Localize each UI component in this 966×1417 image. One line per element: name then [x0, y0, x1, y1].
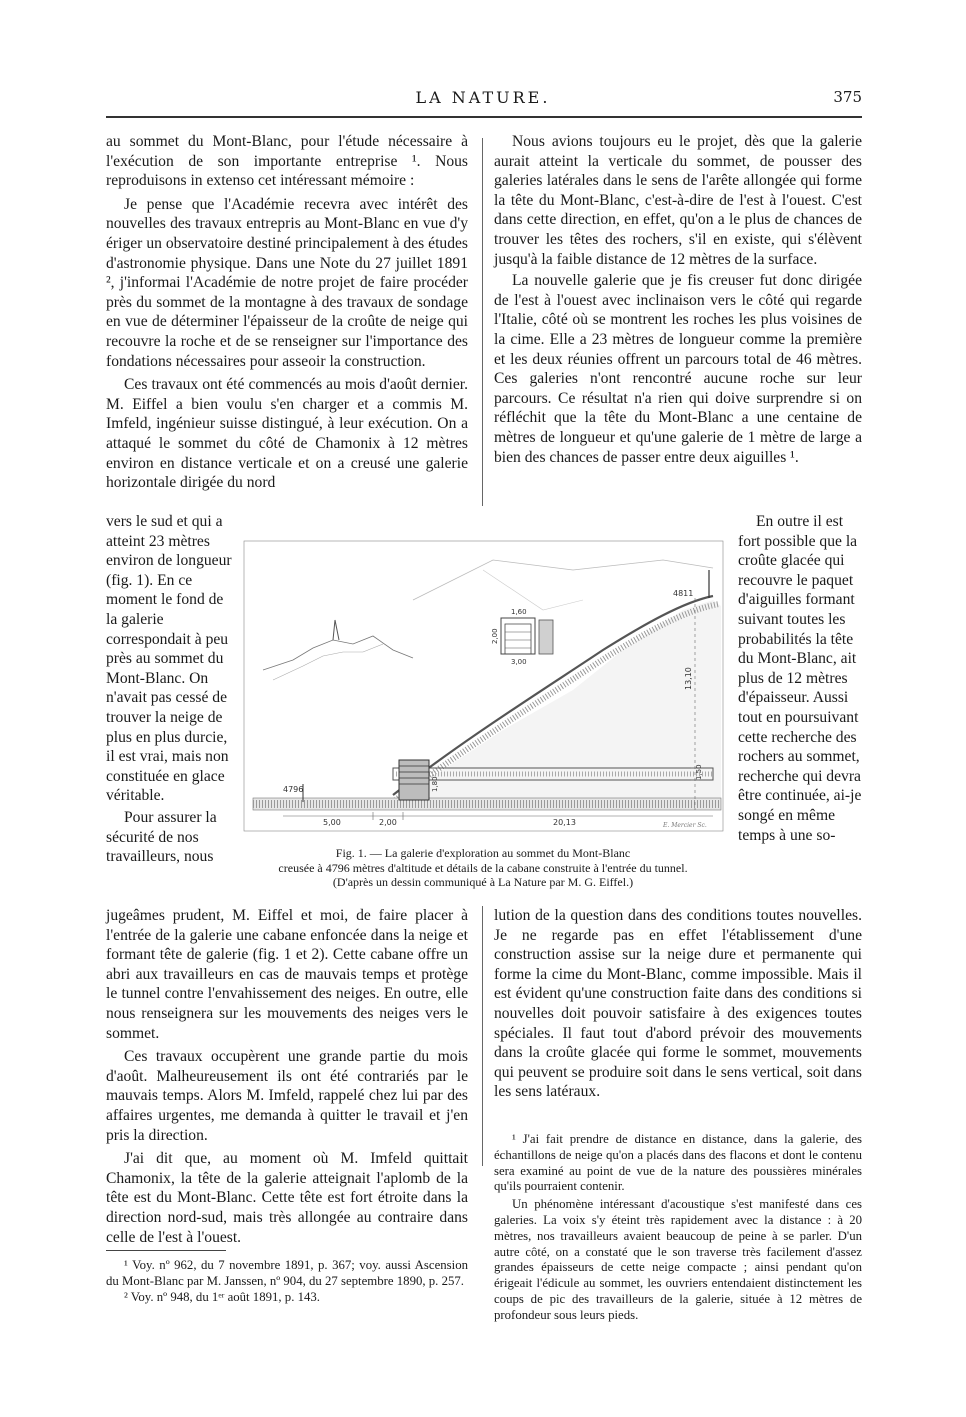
caption-line: (D'après un dessin communiqué à La Nature par M. G. Eiffel.) — [332, 875, 634, 889]
right-column-top — [494, 132, 862, 467]
paragraph: En outre il est fort possible que la croûte glacée qui recouvre le paquet d'aiguilles formant suivant toutes les probabilités la tête du Mont-Blanc, ait plus de 12 mètres d'épaisseur. Aussi tout en poursuivant cette recherche des rochers au sommet, recherche qui devra être continuée, ai-je songé en même temps à une so- — [738, 513, 862, 844]
galerie-cross-section — [243, 540, 725, 836]
engraver-signature: E. Mercier Sc. — [663, 822, 707, 829]
right-wrap-text — [738, 512, 862, 845]
label-dim-2013: 20,13 — [553, 818, 576, 827]
label-vert-150: 1,50 — [695, 764, 703, 780]
column-divider-top — [482, 138, 483, 506]
right-column-bottom — [494, 906, 862, 1102]
figure-galerie — [243, 540, 725, 836]
header-rule — [106, 116, 862, 118]
left-column-top — [106, 132, 468, 493]
paragraph: jugeâmes prudent, M. Eiffel et moi, de faire placer à l'entrée de la galerie une cabane enfoncée dans la neige et formant tête de galerie (fig. 1 et 2). Cette cabane offre un abri aux travailleurs en cas de mauvais temps et protège le tunnel contre l'envahissement des neiges. En outre, elle nous renseignera sur les mouvements des neiges vers le sommet. — [106, 907, 468, 1042]
footnote: ¹ Voy. nº 962, du 7 novembre 1891, p. 367; voy. aussi Ascension du Mont-Blanc par M. Janssen, nº 904, du 27 septembre 1890, p. 257. — [106, 1258, 468, 1288]
label-cabin-300: 3,00 — [511, 658, 527, 666]
running-head: LA NATURE. — [415, 88, 551, 107]
page-number: 375 — [833, 88, 862, 106]
left-column-bottom — [106, 906, 468, 1247]
footnote: Un phénomène intéressant d'acoustique s'est manifesté dans ces galeries. La voix s'y éteint très rapidement avec la distance : à 20 mètres, nos travailleurs avaient beaucoup de peine à se parler. D'un autre côté, on a constaté que le son traverse très facilement d'assez grandes épaisseurs de cette neige compacte ; ainsi pendant qu'on érigeait l'édicule au sommet, les ouvriers entendaient distinctement les coups de pic des travailleurs de la galerie, située à 12 mètres de profondeur sous leurs pieds. — [494, 1197, 862, 1322]
paragraph: Pour assurer la sécurité de nos travailleurs, nous — [106, 808, 217, 866]
column-divider-bottom — [482, 906, 483, 1166]
caption-line: creusée à 4796 mètres d'altitude et détails de la cabane construite à l'entrée du tunnel. — [278, 860, 688, 875]
label-dim-500: 5,00 — [323, 818, 341, 827]
paragraph: Je pense que l'Académie recevra avec intérêt des nouvelles des travaux entrepris au Mont-Blanc en vue d'y ériger un observatoire destiné principalement à des études d'astronomie physique. Dans une Note du 27 juillet 1891 ², j'informai l'Académie de notre projet de faire procéder près du sommet de la montagne à des travaux de sondage en vue de déterminer l'épaisseur de la croûte de neige qui recouvre la roche et de se renseigner sur l'importance des fondations nécessaires pour asseoir la construction. — [106, 195, 468, 370]
paragraph: Ces travaux ont été commencés au mois d'août dernier. M. Eiffel a bien voulu s'en charger et a commis M. Imfeld, ingénieur suisse distingué, à leur exécution. On a attaqué le sommet du côté de Chamonix à 12 mètres environ en distance verticale et on a creusé une galerie horizontale dirigée du nord — [106, 376, 468, 492]
label-entry-alt: 4796 — [283, 785, 304, 794]
paragraph: Ces travaux occupèrent une grande partie du mois d'août. Malheureusement ils ont été contrariés par le mauvais temps. Alors M. Imfeld, rappelé chez lui par des affaires urgentes, me demanda à quitter le travail et j'en pris la direction. — [106, 1048, 468, 1144]
label-summit-alt: 4811 — [673, 589, 694, 598]
intro-paragraph: au sommet du Mont-Blanc, pour l'étude nécessaire à l'exécution de son importante entreprise ¹. Nous reproduisons in extenso cet intéressant mémoire : — [106, 133, 468, 190]
footnote-rule — [106, 1250, 226, 1251]
label-vert-1310: 13,10 — [684, 667, 693, 690]
footnotes-right — [494, 1132, 862, 1324]
footnote: ² Voy. nº 948, du 1ᵉʳ août 1891, p. 143. — [124, 1289, 320, 1304]
paragraph: Nous avions toujours eu le projet, dès que la galerie aurait atteint la verticale du sommet, de pousser des galeries latérales dans le sens de l'arête allongée qui forme la tête du Mont-Blanc, c'est-à-dire de l'est à l'ouest. C'est dans cette direction, en effet, qu'on a le plus de chances de trouver les têtes des rochers, s'il en existe, qui s'élèvent jusqu'à la faible distance de 12 mètres de la surface. — [494, 133, 862, 268]
paragraph: lution de la question dans des conditions toutes nouvelles. Je ne regarde pas en effet l'établissement d'une construction assise sur la neige dure et permanente qui forme la cime du Mont-Blanc, comme impossible. Mais il est évident qu'une construction faite dans des conditions si nouvelles doit pouvoir satisfaire à des exigences toutes spéciales. Il faut tout d'abord prévoir des mouvements dans la croûte glacée qui forme le sommet, mouvements qui peuvent se produire soit dans le sens vertical, soit dans les sens latéraux. — [494, 907, 862, 1101]
paragraph: J'ai dit que, au moment où M. Imfeld quittait Chamonix, la tête de la galerie atteignait l'aplomb de la tête est du Mont-Blanc. Cette tête est fort étroite dans la direction nord-sud, mais très allongée au contraire dans celle de l'est à l'ouest. — [106, 1150, 468, 1246]
label-cabin-side: 1,80 — [431, 776, 439, 792]
label-cabin-160: 1,60 — [511, 608, 527, 616]
paragraph: La nouvelle galerie que je fis creuser fut donc dirigée de l'est à l'ouest avec inclinaison vers le côté qui regarde l'Italie, côté où se montrent les roches les plus voisines de la cime. Elle a 23 mètres de longueur comme la première et les deux réunies offrent un parcours total de 46 mètres. Ces galeries n'ont rencontré aucune roche sur leur parcours. Ce résultat n'a rien qui doive surprendre si on réfléchit que la tête du Mont-Blanc a une centaine de mètres de longueur et qu'une galerie de 1 mètre de large a bien des chances de passer entre deux aiguilles ¹. — [494, 272, 862, 466]
left-wrap-text — [106, 512, 236, 867]
label-cabin-200: 2,00 — [491, 628, 499, 644]
label-dim-200: 2,00 — [379, 818, 397, 827]
paragraph: vers le sud et qui a atteint 23 mètres environ de longueur (fig. 1). En ce moment le fond de la galerie correspondait à peu près au sommet du Mont-Blanc. On n'avait pas cessé de trouver la neige de plus en plus durcie, il est vrai, mais non constituée en glace véritable. — [106, 513, 232, 805]
footnote: ¹ J'ai fait prendre de distance en distance, dans la galerie, des échantillons de neige qu'on a placés dans des flacons et dont le contenu sera examiné au point de vue de la nature des poussières minérales qu'ils pourraient contenir. — [494, 1132, 862, 1194]
footnotes-left — [106, 1258, 468, 1305]
figure-caption — [236, 846, 730, 890]
caption-line: Fig. 1. — La galerie d'exploration au sommet du Mont-Blanc — [335, 846, 631, 860]
